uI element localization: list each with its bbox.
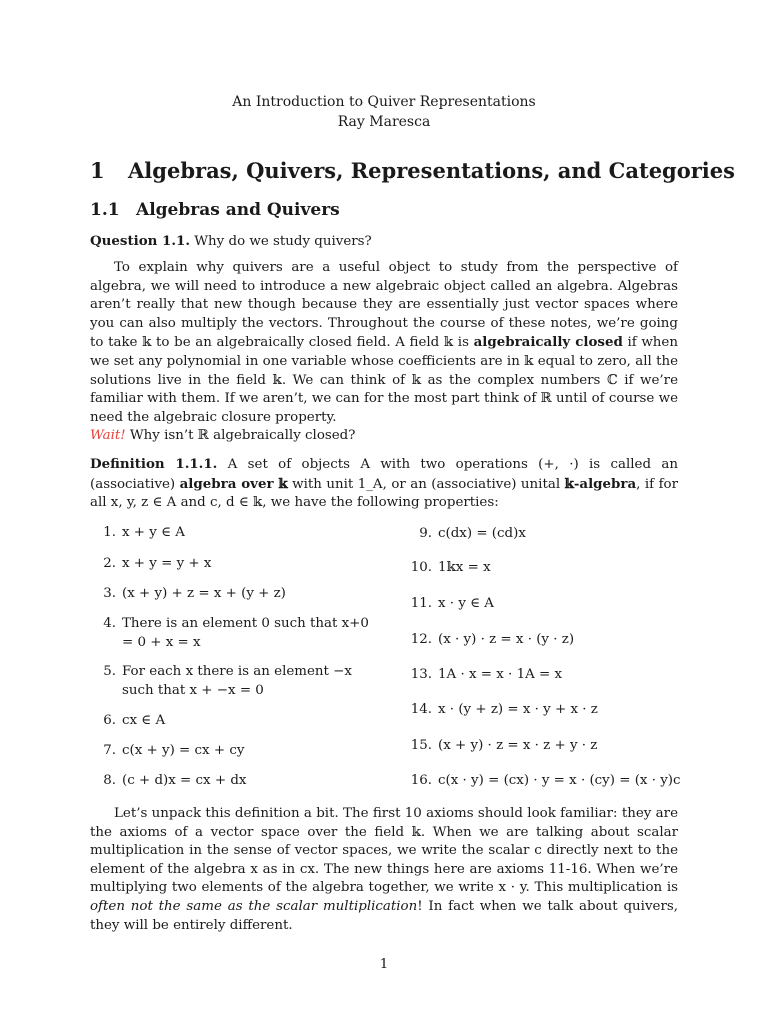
axiom-text: x · y ∈ A: [438, 596, 494, 611]
axiom-text: (x · y) · z = x · (y · z): [438, 632, 575, 647]
axiom-list: [90, 524, 681, 804]
axiom-item: [103, 555, 372, 574]
subsection-number: 1.1: [90, 200, 120, 220]
unpack-text-2: ! In fact when we talk about quivers, they will be entirely different.: [90, 898, 678, 933]
axiom-text: For each x there is an element −x such that x + −x = 0: [122, 664, 352, 698]
axiom-text: x + y ∈ A: [122, 525, 185, 540]
axiom-item: [410, 631, 688, 650]
axiom-item: [410, 737, 688, 756]
axiom-text: (x + y) + z = x + (y + z): [122, 586, 286, 601]
intro-paragraph: [90, 259, 678, 427]
axiom-text: 1𝕜x = x: [438, 560, 491, 575]
axiom-number: 16.: [410, 773, 432, 788]
axiom-number: 10.: [410, 560, 432, 575]
axiom-text: c(x · y) = (cx) · y = x · (cy) = (x · y)c: [438, 773, 681, 788]
document-title: An Introduction to Quiver Representations: [232, 94, 536, 110]
axiom-item: [410, 559, 688, 578]
axiom-item: [103, 524, 372, 543]
axiom-number: 11.: [410, 596, 432, 611]
page-number: 1: [379, 957, 389, 972]
document-author: Ray Maresca: [337, 114, 431, 130]
question-label: Question 1.1.: [90, 233, 191, 249]
wait-text: Why isn’t ℝ algebraically closed?: [125, 428, 356, 443]
axiom-number: 8.: [103, 773, 116, 788]
definition-paragraph: [90, 455, 678, 513]
axiom-item: [103, 585, 372, 604]
axiom-number: 4.: [103, 616, 116, 631]
axiom-number: 13.: [410, 667, 432, 682]
axiom-number: 6.: [103, 713, 116, 728]
axiom-number: 12.: [410, 632, 432, 647]
axiom-item: [103, 772, 372, 791]
section-number: 1: [90, 158, 105, 183]
axiom-text: cx ∈ A: [122, 713, 166, 728]
axiom-item: [103, 712, 372, 731]
intro-text-2: if when we set any polynomial in one variable whose coefficients are in 𝕜 equal to zero, all the solutions live in the field 𝕜. We can think of 𝕜 as the complex numbers ℂ if we’re familiar with them. If we aren’t, we can for the most part think of ℝ until of course we need the algebraic closure property.: [90, 335, 678, 425]
unpack-text-1: Let’s unpack this definition a bit. The first 10 axioms should look familiar: they are the axioms of a vector space over the field 𝕜. When we are talking about scalar multiplication in the sense of vector spaces, we write the scalar c directly next to the element of the algebra x as in cx. The new things here are axioms 11-16. When we’re multiplying two elements of the algebra together, we write x · y. This multiplication is: [90, 806, 678, 896]
definition-bold-1: algebra over 𝕜: [179, 475, 288, 492]
definition-text-2: with unit 1_A, or an (associative) unital: [287, 476, 565, 492]
axiom-number: 3.: [103, 586, 116, 601]
axiom-number: 9.: [419, 526, 432, 541]
axiom-item: [103, 615, 372, 652]
axiom-number: 7.: [103, 743, 116, 758]
question-paragraph: [90, 232, 678, 252]
axiom-item: [410, 701, 688, 720]
axiom-item: [103, 663, 372, 700]
axiom-text: c(x + y) = cx + cy: [122, 743, 245, 758]
wait-paragraph: [90, 427, 678, 446]
axiom-text: x + y = y + x: [122, 556, 212, 571]
axiom-text: x · (y + z) = x · y + x · z: [438, 702, 598, 717]
definition-label: Definition 1.1.1.: [90, 456, 218, 472]
subsection-heading: [90, 200, 340, 220]
axiom-text: (x + y) · z = x · z + y · z: [438, 738, 598, 753]
intro-text-1: To explain why quivers are a useful object to study from the perspective of algebra, we will need to introduce a new algebraic object called an algebra. Algebras aren’t really that new though because they are essentially just vector spaces where you can also multiply the vectors. Throughout the course of these notes, we’re going to take 𝕜 to be an algebraically closed field. A field 𝕜 is: [90, 260, 678, 351]
axiom-text: c(dx) = (cd)x: [438, 526, 526, 541]
axiom-number: 14.: [410, 702, 432, 717]
subsection-title: Algebras and Quivers: [136, 200, 340, 220]
axiom-number: 5.: [103, 664, 116, 679]
axiom-item: [410, 595, 688, 614]
axiom-item: [419, 525, 688, 544]
intro-bold-term: algebraically closed: [473, 334, 623, 351]
unpack-paragraph: [90, 805, 678, 935]
definition-text-1: A set of objects A with two operations (+, ·) is called an (associative): [90, 457, 678, 492]
unpack-italic: often not the same as the scalar multiplication: [90, 898, 418, 914]
axiom-text: 1A · x = x · 1A = x: [438, 667, 563, 682]
section-heading: [90, 158, 735, 183]
definition-bold-2: 𝕜-algebra: [564, 475, 637, 492]
axiom-item: [410, 666, 688, 685]
axiom-number: 1.: [103, 525, 116, 540]
axiom-number: 15.: [410, 738, 432, 753]
axiom-item: [103, 742, 372, 761]
axiom-number: 2.: [103, 556, 116, 571]
wait-label: Wait!: [90, 428, 126, 443]
question-text: Why do we study quivers?: [194, 234, 372, 249]
axiom-text: (c + d)x = cx + dx: [122, 773, 247, 788]
axiom-text: There is an element 0 such that x+0 = 0 + x = x: [122, 616, 369, 650]
section-title: Algebras, Quivers, Representations, and Categories: [128, 158, 735, 183]
definition-text-3: , if for all x, y, z ∈ A and c, d ∈ 𝕜, we have the following properties:: [90, 476, 678, 511]
axiom-item: [410, 772, 688, 791]
